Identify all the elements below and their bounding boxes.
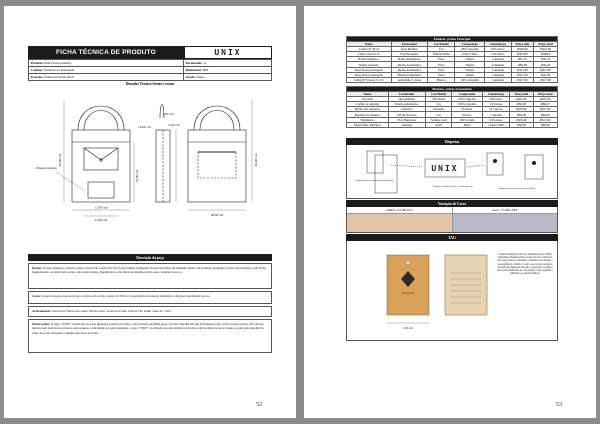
table-cell: R$17,90 [511,77,534,82]
table-cell: 100% Linho [452,117,482,122]
table-cell: Linho canvas LN [347,52,392,57]
table-cell: R$1,35 [534,57,558,62]
label-note-center: Etiqueta central na parte Central Superior [433,185,473,188]
table-cell: Bazar Aviamentos [391,57,428,62]
table-cell: R$33,00 [511,52,534,57]
table-cell: 0,60 metro [482,97,510,102]
reference: B03 [202,68,209,72]
collection: Essência do Antiquado [44,68,75,72]
table-cell: Cru [425,102,452,107]
labels-bar: Etiquetas [346,138,558,145]
tag-section [346,234,558,341]
table-cell: Papel Kraft A4(TAG) [347,122,389,127]
page-left [4,6,296,418]
column-header: Preço unit [510,92,533,97]
table-cell: 4 unidades [484,62,511,67]
labels-sketch [347,145,559,199]
table-cell: R$6,00 [510,112,533,117]
table-cell: R$39,00 [510,107,533,112]
column-header: Fornecedor [391,42,428,47]
column-header: Composição [455,42,484,47]
swatch-fill-areal [453,214,558,232]
table-cell: Níquel [455,72,484,77]
table-cell: 1 unidade [484,67,511,72]
table-cell: 1 Papel 1Dfls [482,122,510,127]
page-right [304,6,596,418]
dim-height-mid: 19,00 cm [135,169,139,183]
table-cell: Serviço [452,112,482,117]
table-cell: Prata [428,67,455,72]
product-meta-table: Produto: Bolsa Tote (unissex) Fornecedor: G Coleção: Essência do Antiquado Referência: B03 Estação: Primavera/Verão 2019 Grade: Única [28,59,272,81]
dim-strap-left: 14,00 cm [138,125,151,129]
table-cell: R$35,00 [510,97,533,102]
table-cell: Níquel [455,67,484,72]
dim-strap-width: 2,00 cm [162,112,174,116]
dim-back-width: 38,00 cm [210,213,224,217]
table-cell: 0,65 metro [484,47,511,52]
technical-drawing [28,90,272,250]
table-cell: Níquel [455,57,484,62]
tag-bar: TAG [346,234,558,241]
color-swatch-salmon: Salmão 13-1108 TCX [347,207,452,232]
table-cell: Cru [425,112,452,117]
table-row [347,77,558,82]
table-cell: 1,00 metro [484,52,511,57]
table-cell: R$29,00 [511,47,534,52]
dim-front-width-2: 12,00 cm [94,218,108,222]
column-header: Composição [452,92,482,97]
table-cell: R$0,60 [533,122,557,127]
size-grade: Única [196,75,205,79]
table-cell: R$0,47 [533,102,557,107]
table-cell: Off White [425,97,452,102]
drawing-title: Desenho Técnico frente e costas [125,82,175,86]
brand-logo: UNIX [184,46,272,59]
column-header: Consumo/pç [482,92,510,97]
column-header: Preço total [533,92,557,97]
label-note-left: Etiqueta Interna na parte lateral interior [356,179,394,182]
table-cell: Papel [452,122,482,127]
table-cell: R$11,90 [511,67,534,72]
column-header: Preço total [534,42,558,47]
table-cell: Cru [428,47,455,52]
table-cell: Prata [428,57,455,62]
column-header: Consumo/pç [484,42,511,47]
table-cell: Lonita OC ECO [347,47,392,52]
desc-back: Costa: A parte traseira externa da peça é feita com tecido Lonita OC ECO e possui um bolso medio embutido com ziper metalizado grosso. [28,291,272,304]
table-cell: R$17,60 [533,107,557,112]
product-name: Bolsa Tote (unissex) [44,61,72,65]
dim-height-left: 30,00 cm [58,153,62,167]
table-cell: R$0,60 [511,62,534,67]
table-cell: R$22,00 [534,47,558,52]
pocket-label: Etiqueta externa [36,166,57,170]
tag-dim: 6,00 cm [403,326,413,330]
table-cell: R$37,00 [533,97,557,102]
desc-finishing: Acabamentos: Devem ser feitos em costura. Bolsa com o tecido de Linho Canvas LN, assim como no "viés". [28,306,272,317]
secondary-material-table [346,86,558,128]
table-cell: Salmão Acid [425,117,452,122]
tag-area [346,241,558,341]
desc-notes: Observações: O logo "UNIX" localizado na parte dianteira externa será feito com bordado em linha preta. A bolsa Tote/Bu em um fechamento feito com a borda Canvas LN, em sua interior tem dois bolsos abertos, um pequeno e um médio na parte dianteira, a logo "UNIX" localizado na parte interna será feito com bordado na parte traseira. A alça em algodão da TAG deve ser amarrada a alguma das alças da bolsa. [28,319,272,353]
column-header: Nome [347,42,392,47]
table-cell: 100% Algodão [452,102,482,107]
table-cell: Botão magnético [347,57,392,62]
primary-material-table [346,36,558,83]
labels-area [346,145,558,199]
table-cell: Rioma Aviamentos [391,67,428,72]
table-cell: 100% Algodão [455,47,484,52]
table-cell: Branca [428,77,455,82]
page-number-left: 52 [256,402,262,408]
table-cell: Rioma Aviamentos [391,72,428,77]
table-cell: Deserica [388,107,425,112]
desc-front: Frente: A parte dianteira coloana é feita com tecido Lonita OC ECO em formato retangular. Possui um bolso de tamanho médio em formato retangular e bolso em envelope com botão magnetizado. As alças tem costura reforçada rebites, haganilados e são feitas no mesmo tecido que o restante da peça. [28,263,272,289]
page-number-right: 53 [556,402,562,408]
table-cell: Natural Palha [428,52,455,57]
table-cell: R$48,0 [534,52,558,57]
table-cell: Bordado da etiqueta [347,112,389,117]
table-cell: 1,20 metro [482,102,510,107]
table-cell: R$6,00 [533,112,557,117]
table-cell: Fabrik Serviços [388,112,425,117]
table-cell: Dois Robbies [388,97,425,102]
table-cell: 1 unidade [482,112,510,117]
table-cell: Dourado [425,107,452,112]
swatch-fill-salmon [347,214,452,232]
label-note-right: Etiqueta lateral na parte frontal lateral [498,187,536,190]
table-cell: R$11,90 [534,67,558,72]
primary-material-title: Matéria- prima Principal [347,37,558,42]
table-cell: R$17,90 [534,77,558,82]
bag-technical-sketch [28,90,272,250]
table-cell: 100% Linho [455,52,484,57]
table-cell: R$1,35 [511,57,534,62]
table-cell: Rebite redondo [347,62,392,67]
table-row [347,122,558,127]
dim-front-width: 13,00 cm [94,205,108,210]
table-cell: Prata [428,72,455,77]
column-header: Preço unit [511,42,534,47]
table-cell: Tricoline [347,97,389,102]
table-cell: Rioma Aviamentos [388,102,425,107]
table-cell: Ziper metal estrangeiro [347,67,392,72]
sheet-header [28,46,272,59]
table-cell: Ziper metal estrangeiro [347,72,392,77]
season: Primavera/Verão 2019 [43,75,74,79]
description-bar: Descrição da peça [28,254,272,261]
table-cell: 23 a grosso [482,107,510,112]
table-cell: 100% Algodão [455,77,484,82]
table-cell: 100% Algodão [452,97,482,102]
labels-section [346,138,558,199]
column-header: Fornecedor [388,92,425,97]
colors-bar: Variação de Cores [346,200,558,207]
color-swatches [346,207,558,233]
supplier: G [203,61,207,65]
table-cell: R$0,60 [510,102,533,107]
secondary-material-title: Matéria- prima Secundária [347,87,558,92]
table-cell: 1 unidade [484,77,511,82]
label-logo: UNIX [431,164,459,173]
table-cell: Tingimento [347,117,389,122]
table-cell: R$33,00 [510,117,533,122]
table-cell: Linha PT Vazada Ct. 03 [347,77,392,82]
table-cell: Níquel [455,62,484,67]
table-cell: R$11,90 [511,72,534,77]
tag-text: A sustentabilidade é um dos fundamentos da UNIX. Utilizando Matéria-prima cotada em para confecção das nossas bolsas e mochilas, pensamos em atender a necessidade do público jovem, que procura produtos de moda em diferentes arrivals, acessórios e produtos para serem utilizados na, de respeitar a não agridam o ambiente e a saúde saudável. [497,253,553,276]
table-cell: Cordão de algodão [347,102,389,107]
sheet-title: FICHA TÉCNICA DE PRODUTO [28,46,184,59]
column-header: Cor/Tamho [425,92,452,97]
table-cell: Kalunga [388,122,425,127]
table-cell: Prata [428,62,455,67]
column-header: Cor/Tamho [428,42,455,47]
dim-side-depth: 6,00 cm [168,123,180,127]
dim-height-right: 30,00 cm [254,153,258,167]
table-cell: Armarinho S. Rosa [391,77,428,82]
table-cell: R$0,60 [510,122,533,127]
table-cell: 1 unidade [484,57,511,62]
table-cell: Rioma Aviamentos [391,62,428,67]
table-cell: Fios Bordados [391,52,428,57]
colors-section [346,200,558,233]
color-swatch-areal: Areal - 17-4015 TPX [452,207,558,232]
table-cell: 1 unidade [484,72,511,77]
table-cell: Bucho das etiquetas [347,107,389,112]
table-cell: Dois Robbies [391,47,428,52]
table-cell: Kraft [425,122,452,127]
table-cell: Fios Bordados [388,117,425,122]
table-cell: R$13,20 [533,117,557,122]
table-cell: R$1,90 [534,72,558,77]
table-cell: Poliéster [452,107,482,112]
column-header: Nome [347,92,389,97]
table-cell: 0,65 metro [482,117,510,122]
table-cell: R$2,40 [534,62,558,67]
